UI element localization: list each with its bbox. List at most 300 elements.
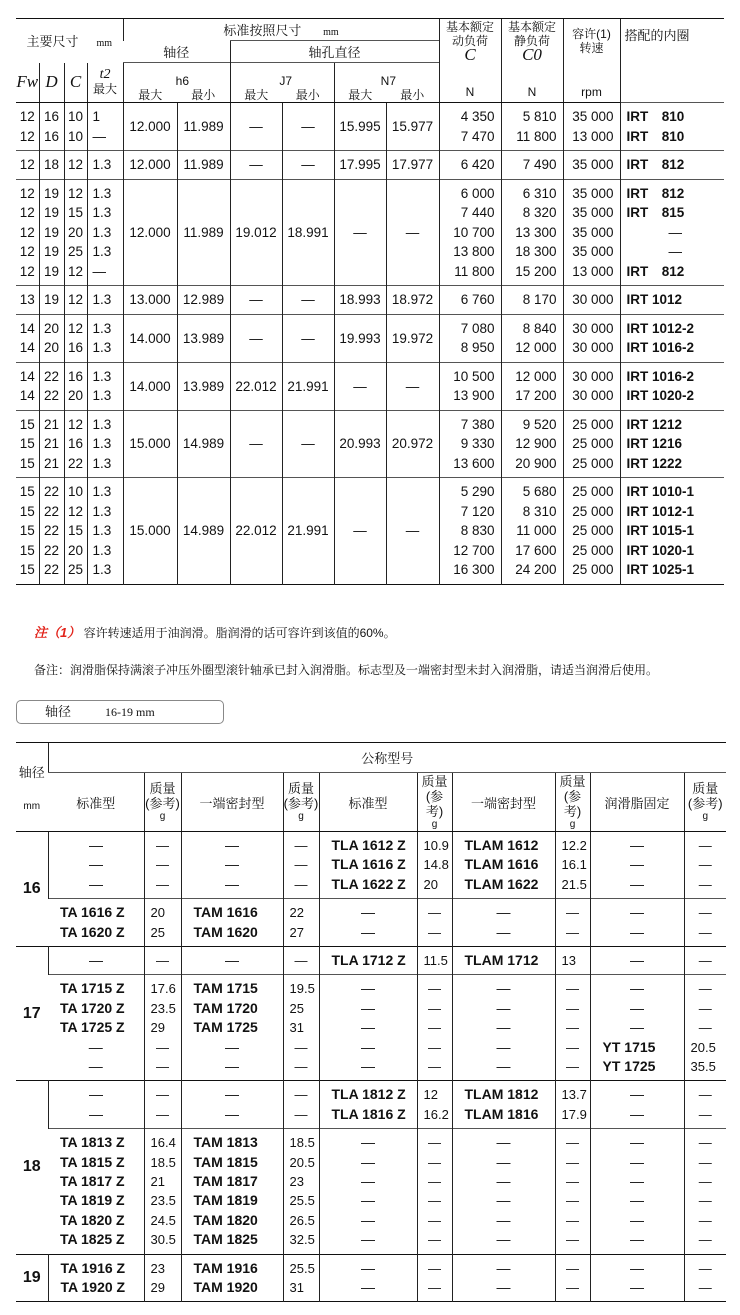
j7-min-header: 最小 <box>282 63 334 103</box>
mass-cell <box>555 1129 590 1254</box>
speed-header: 容许(1)转速 <box>563 19 620 63</box>
mass-cell <box>684 1254 726 1302</box>
inner-ring-cell-value: IRT 1222 <box>626 455 683 471</box>
inner-ring-cell <box>620 103 724 151</box>
mass-cell <box>684 975 726 1081</box>
mass-cell <box>684 946 726 974</box>
dyn-load-cell <box>439 314 501 362</box>
dyn-load-cell-value: 7 440 <box>460 205 495 220</box>
table-row <box>16 286 724 315</box>
speed-cell <box>563 151 620 180</box>
seal-model-cell-value: — <box>225 951 239 968</box>
mass-cell-value: — <box>566 1212 579 1228</box>
grease-model-cell-value: — <box>630 1231 644 1248</box>
inner-ring-cell-value: IRT 1216 <box>626 436 683 451</box>
mass-cell-value: 25.5 <box>289 1260 315 1276</box>
mass-cell <box>417 1129 452 1254</box>
mass-cell-value: — <box>294 857 308 873</box>
fw-cell-value: 15 <box>19 542 35 558</box>
seal-model-cell-value: TLAM 1712 <box>464 951 539 968</box>
mass-cell-value: — <box>428 1000 441 1016</box>
c-cell <box>64 410 87 478</box>
speed-cell-value: 25 000 <box>572 542 614 558</box>
seal-model-cell-value: — <box>496 1134 511 1151</box>
fw-cell-value: 15 <box>19 484 35 499</box>
main-dims-header: 主要尺寸 mm <box>16 19 123 63</box>
c-cell-value: 15 <box>67 523 84 538</box>
mass-cell <box>283 946 319 974</box>
fw-cell <box>16 179 39 286</box>
axis-cell: 18 <box>22 1158 41 1176</box>
bearing-dimensions-table <box>16 18 724 585</box>
mass-cell-value: 16.2 <box>423 1106 449 1122</box>
std-model-cell-value: — <box>361 1192 375 1209</box>
d-cell-value: 21 <box>43 455 60 471</box>
seal-model-cell-value: TAM 1916 <box>193 1259 258 1276</box>
t2-cell-value: 1.3 <box>92 320 112 336</box>
std-model-cell <box>48 832 144 899</box>
speed-cell-value: 35 000 <box>572 157 614 172</box>
seal-model-cell-value: TAM 1825 <box>193 1231 258 1248</box>
seal-model-cell <box>452 1081 555 1129</box>
mass-cell <box>283 975 319 1081</box>
mass-cell <box>144 832 181 899</box>
mass-cell-value: — <box>698 1154 712 1170</box>
d-cell-value: 21 <box>43 436 60 451</box>
h6-max-cell: 14.000 <box>123 314 177 362</box>
std-model-cell-value: TA 1817 Z <box>60 1172 125 1189</box>
seal-model-cell-value: TLAM 1616 <box>464 856 539 873</box>
mass-cell-value: 17.9 <box>561 1106 587 1122</box>
mass-cell-value: — <box>156 1106 169 1122</box>
speed-cell <box>563 410 620 478</box>
fw-header: Fw <box>16 63 39 103</box>
table-row <box>16 151 724 180</box>
seal-model-cell-value: — <box>496 904 511 921</box>
mass-cell <box>417 899 452 947</box>
inner-ring-cell-value: IRT 1010-1 <box>626 484 695 499</box>
std-model-cell <box>48 975 144 1081</box>
mass-cell-value: 31 <box>289 1279 304 1295</box>
std-model-cell-value: — <box>89 1105 103 1122</box>
speed-cell-value: 25 000 <box>572 503 614 519</box>
mass-cell <box>417 1254 452 1302</box>
grease-model-cell-value: — <box>630 1211 644 1228</box>
seal-model-cell <box>181 1129 283 1254</box>
inner-ring-cell <box>620 410 724 478</box>
fw-cell <box>16 478 39 585</box>
mass-cell <box>417 832 452 899</box>
n7-min-cell: — <box>386 362 439 410</box>
mass-cell-value: — <box>294 1106 308 1122</box>
mass-cell <box>144 1081 181 1129</box>
mass-cell-value: — <box>698 1106 712 1122</box>
fw-cell-value: 12 <box>19 157 35 172</box>
seal-model-cell-value: — <box>496 1172 511 1189</box>
mass-cell-value: 25 <box>289 1000 304 1016</box>
speed-unit: rpm <box>563 63 620 103</box>
seal-model-cell-value: — <box>496 1211 511 1228</box>
t2-cell-value: 1.3 <box>92 503 112 519</box>
speed-cell-value: 30 000 <box>572 292 614 307</box>
mass-cell-value: — <box>698 1087 712 1103</box>
h6-min-header: 最小 <box>177 63 230 103</box>
std-model-cell-value: TLA 1812 Z <box>331 1086 406 1103</box>
std-model-cell-value: — <box>89 836 103 853</box>
h6-min-cell: 13.989 <box>177 362 230 410</box>
c-cell-value: 12 <box>67 263 84 279</box>
table-row <box>16 103 724 151</box>
speed-cell-value: 25 000 <box>572 436 614 451</box>
mass-cell-value: 31 <box>289 1020 304 1036</box>
dyn-load-cell-value: 16 300 <box>453 562 495 577</box>
t2-cell-value: 1.3 <box>92 340 112 355</box>
speed-cell-value: 30 000 <box>572 340 614 355</box>
grease-remark: 备注：润滑脂保持满滚子冲压外圈型滚针轴承已封入润滑脂。标志型及一端密封型未封入润滑脂，请适当润滑后使用。 <box>34 663 659 677</box>
fw-cell-value: 12 <box>19 224 35 240</box>
t2-cell-value: 1.3 <box>92 523 112 538</box>
inner-ring-cell <box>620 151 724 180</box>
dyn-load-cell-value: 10 500 <box>453 368 495 384</box>
inner-ring-cell-value: IRT 812 <box>626 263 685 279</box>
mass-cell <box>417 1081 452 1129</box>
mass-cell <box>555 1081 590 1129</box>
mass-cell-value: — <box>428 1279 441 1295</box>
stat-load-cell-value: 20 900 <box>515 455 557 471</box>
inner-ring-cell-value: IRT 1016-2 <box>626 340 695 355</box>
mass-cell-value: 32.5 <box>289 1232 315 1248</box>
seal-model-cell-value: — <box>496 1038 511 1055</box>
speed-cell-value: 30 000 <box>572 388 614 403</box>
speed-cell-value: 13 000 <box>572 263 614 279</box>
fw-cell <box>16 151 39 180</box>
std-model-cell-value: TA 1819 Z <box>60 1192 125 1209</box>
mass-cell <box>283 1081 319 1129</box>
dyn-load-cell-value: 13 800 <box>453 244 495 259</box>
d-cell-value: 22 <box>43 562 60 577</box>
std-header-1: 标准型 <box>48 773 144 832</box>
t2-cell-value: 1.3 <box>92 416 112 432</box>
d-cell-value: 22 <box>43 388 60 403</box>
std-model-cell-value: TA 1916 Z <box>60 1259 126 1276</box>
table-row <box>16 975 726 1081</box>
mass-cell-value: — <box>156 876 169 892</box>
seal-model-cell-value: — <box>225 856 239 873</box>
inner-ring-cell-value: — <box>668 224 683 240</box>
d-header: D <box>39 63 64 103</box>
grease-model-cell-value: — <box>630 904 644 921</box>
mass-cell-value: — <box>698 1279 712 1295</box>
mass-cell-value: — <box>156 857 169 873</box>
dyn-load-cell-value: 13 900 <box>453 388 495 403</box>
c-cell-value: 12 <box>67 416 84 432</box>
c-cell <box>64 103 87 151</box>
fw-cell <box>16 410 39 478</box>
std-model-cell-value: — <box>361 1038 375 1055</box>
mass-cell-value: 24.5 <box>150 1212 176 1228</box>
std-model-cell-value: TLA 1622 Z <box>331 875 406 892</box>
std-model-cell <box>319 1081 417 1129</box>
dyn-load-cell-value: 7 470 <box>460 128 495 144</box>
mass-cell-value: — <box>428 905 441 921</box>
seal-model-cell <box>181 899 283 947</box>
dynamic-load-header: 基本额定动负荷 C <box>439 19 501 63</box>
grease-model-cell <box>590 975 684 1081</box>
inner-ring-cell <box>620 362 724 410</box>
mass-cell <box>555 832 590 899</box>
t2-cell-value: 1.3 <box>92 224 112 240</box>
stat-load-cell <box>501 314 563 362</box>
speed-cell-value: 35 000 <box>572 244 614 259</box>
std-model-cell-value: — <box>89 951 103 968</box>
inner-ring-cell-value: IRT 1025-1 <box>626 562 695 577</box>
c-cell-value: 16 <box>67 436 84 451</box>
mass-cell <box>144 946 181 974</box>
mass-header-3: 质量 (参考) g <box>417 773 452 832</box>
dyn-unit: N <box>439 63 501 103</box>
mass-cell-value: 23 <box>289 1173 304 1189</box>
fw-cell-value: 12 <box>19 205 35 220</box>
stat-load-cell-value: 18 300 <box>515 244 557 259</box>
mass-cell <box>144 899 181 947</box>
seal-model-cell <box>452 899 555 947</box>
grease-model-cell-value: YT 1725 <box>602 1057 656 1074</box>
mass-cell-value: — <box>428 1232 441 1248</box>
dyn-load-cell-value: 4 350 <box>460 109 495 124</box>
speed-cell <box>563 179 620 286</box>
h6-max-cell: 14.000 <box>123 362 177 410</box>
mass-cell-value: — <box>428 1039 441 1055</box>
fw-cell-value: 14 <box>19 368 35 384</box>
mass-cell-value: 26.5 <box>289 1212 315 1228</box>
mass-cell-value: 30.5 <box>150 1232 176 1248</box>
std-model-cell-value: — <box>88 1038 103 1055</box>
mass-cell-value: — <box>566 1279 579 1295</box>
speed-cell <box>563 362 620 410</box>
d-cell <box>39 286 64 315</box>
c-cell-value: 16 <box>67 340 84 355</box>
seal-model-cell-value: — <box>225 1086 239 1103</box>
j7-max-cell: — <box>230 314 282 362</box>
seal-model-cell-value: TAM 1817 <box>193 1172 258 1189</box>
std-model-cell-value: — <box>361 1134 375 1151</box>
dyn-load-cell <box>439 362 501 410</box>
n7-min-cell: 15.977 <box>386 103 439 151</box>
std-model-cell-value: TA 1715 Z <box>60 980 125 997</box>
mass-cell-value: — <box>294 837 308 853</box>
stat-load-cell-value: 8 170 <box>522 292 557 307</box>
seal-model-cell-value: TAM 1715 <box>193 980 258 997</box>
grease-model-cell-value: — <box>630 1019 644 1036</box>
c-cell <box>64 362 87 410</box>
inner-ring-cell-value: IRT 815 <box>626 205 685 220</box>
stat-load-cell-value: 5 680 <box>522 484 557 499</box>
t2-cell-value: — <box>92 128 106 144</box>
mass-cell-value: — <box>566 1000 579 1016</box>
mass-cell-value: 19.5 <box>289 981 315 997</box>
h6-min-cell: 13.989 <box>177 314 230 362</box>
mass-cell-value: — <box>698 876 712 892</box>
j7-max-cell: — <box>230 103 282 151</box>
d-cell-value: 19 <box>43 244 60 259</box>
std-model-cell-value: TA 1616 Z <box>60 904 125 921</box>
t2-cell-value: 1.3 <box>92 185 112 201</box>
std-dims-header: 标准按照尺寸 mm <box>123 19 439 41</box>
seal-model-cell-value: — <box>496 1278 511 1295</box>
mass-cell-value: — <box>294 876 308 892</box>
table-row <box>16 1081 726 1129</box>
mass-cell-value: — <box>698 1020 712 1036</box>
grease-model-cell <box>590 1254 684 1302</box>
grease-model-cell-value: — <box>630 836 644 853</box>
std-model-cell-value: — <box>361 1019 375 1036</box>
speed-cell-value: 35 000 <box>572 205 614 220</box>
axis-cell: 19 <box>22 1268 41 1286</box>
d-cell-value: 22 <box>43 368 60 384</box>
std-model-cell-value: — <box>361 1172 375 1189</box>
inner-ring-cell-value: IRT 1015-1 <box>626 523 695 538</box>
inner-ring-cell-value: IRT 810 <box>626 128 685 144</box>
c-cell-value: 16 <box>67 368 84 384</box>
n7-max-cell: — <box>334 478 386 585</box>
std-model-cell <box>319 1129 417 1254</box>
c-cell-value: 25 <box>67 244 84 259</box>
mass-cell <box>283 1254 319 1302</box>
mass-cell-value: 23 <box>150 1260 165 1276</box>
dyn-load-cell-value: 5 290 <box>460 484 495 499</box>
j7-max-cell: — <box>230 410 282 478</box>
fw-cell-value: 15 <box>19 523 35 538</box>
speed-cell-value: 25 000 <box>572 455 614 471</box>
mass-cell-value: — <box>698 1232 712 1248</box>
mass-cell-value: 13 <box>561 952 576 968</box>
speed-cell <box>563 314 620 362</box>
stat-load-cell-value: 8 310 <box>522 503 557 519</box>
mass-cell-value: 29 <box>150 1279 165 1295</box>
mass-cell-value: — <box>156 952 169 968</box>
t2-cell <box>87 286 123 315</box>
std-model-cell-value: TLA 1816 Z <box>331 1105 406 1122</box>
speed-cell-value: 25 000 <box>572 562 614 577</box>
inner-ring-cell-value: IRT 810 <box>626 109 685 124</box>
mass-cell-value: — <box>698 1000 712 1016</box>
t2-cell <box>87 478 123 585</box>
d-cell-value: 20 <box>43 320 60 336</box>
grease-model-cell-value: — <box>630 1105 644 1122</box>
stat-load-cell-value: 8 320 <box>522 205 557 220</box>
t2-cell-value: 1 <box>92 109 101 124</box>
mass-cell <box>144 975 181 1081</box>
mass-cell-value: 20.5 <box>690 1039 716 1055</box>
stat-load-cell-value: 11 000 <box>516 523 557 538</box>
mass-cell-value: 29 <box>150 1020 165 1036</box>
speed-cell-value: 35 000 <box>572 185 614 201</box>
grease-model-cell-value: — <box>630 923 644 940</box>
mass-cell-value: — <box>294 952 308 968</box>
speed-cell-value: 25 000 <box>572 416 614 432</box>
n7-min-header: 最小 <box>386 63 439 103</box>
h6-max-header: h6 最大 <box>123 63 177 103</box>
d-cell-value: 22 <box>43 503 60 519</box>
mass-cell-value: 35.5 <box>690 1058 716 1074</box>
mass-cell-value: — <box>428 1135 441 1151</box>
fw-cell-value: 15 <box>19 436 35 451</box>
mass-cell-value: — <box>428 924 441 940</box>
speed-cell-value: 35 000 <box>572 224 614 240</box>
table-row <box>16 478 724 585</box>
fw-cell-value: 14 <box>19 320 35 336</box>
speed-note: 注（1） 容许转速适用于油润滑。脂润滑的话可容许到该值的60%。 <box>34 625 396 640</box>
d-cell <box>39 103 64 151</box>
d-cell-value: 19 <box>43 292 60 307</box>
std-model-cell <box>319 899 417 947</box>
mass-cell-value: 14.8 <box>423 857 449 873</box>
stat-load-cell-value: 9 520 <box>522 416 557 432</box>
stat-load-cell-value: 7 490 <box>522 157 557 172</box>
inner-ring-cell <box>620 286 724 315</box>
c-cell-value: 15 <box>67 205 84 220</box>
fw-cell <box>16 362 39 410</box>
grease-model-cell <box>590 946 684 974</box>
d-cell <box>39 179 64 286</box>
fw-cell-value: 12 <box>19 263 35 279</box>
std-model-cell-value: — <box>361 904 375 921</box>
inner-ring-cell <box>620 179 724 286</box>
n7-min-cell: 20.972 <box>386 410 439 478</box>
fw-cell-value: 12 <box>19 109 35 124</box>
grease-model-cell-value: — <box>630 856 644 873</box>
d-cell <box>39 151 64 180</box>
seal-model-cell <box>181 1081 283 1129</box>
mass-cell-value: — <box>566 1232 579 1248</box>
dyn-load-cell-value: 13 600 <box>453 455 495 471</box>
stat-load-cell-value: 17 200 <box>515 388 557 403</box>
table-row <box>16 1254 726 1302</box>
stat-load-cell-value: 6 310 <box>522 185 557 201</box>
h6-max-cell: 12.000 <box>123 103 177 151</box>
j7-min-cell: — <box>282 286 334 315</box>
dyn-load-cell <box>439 410 501 478</box>
grease-model-cell-value: — <box>630 1172 644 1189</box>
fw-cell-value: 12 <box>19 128 35 144</box>
seal-model-cell-value: TAM 1819 <box>193 1192 258 1209</box>
mass-cell-value: — <box>428 1212 441 1228</box>
speed-cell <box>563 286 620 315</box>
mass-cell-value: 25 <box>150 924 165 940</box>
d-cell-value: 21 <box>43 416 60 432</box>
seal-model-cell-value: — <box>496 980 511 997</box>
std-model-cell <box>48 899 144 947</box>
mass-header-4: 质量 (参考) g <box>555 773 590 832</box>
h6-min-cell: 12.989 <box>177 286 230 315</box>
j7-min-cell: 21.991 <box>282 478 334 585</box>
std-model-cell-value: — <box>361 1057 375 1074</box>
nominal-header: 公称型号 <box>48 743 726 773</box>
std-model-cell <box>319 946 417 974</box>
t2-cell-value: 1.3 <box>92 157 112 172</box>
mass-cell <box>684 899 726 947</box>
mass-cell-value: — <box>566 1039 579 1055</box>
inner-ring-cell-value: IRT 1020-2 <box>626 388 695 403</box>
d-cell-value: 19 <box>43 185 60 201</box>
h6-max-cell: 12.000 <box>123 179 177 286</box>
c-cell <box>64 478 87 585</box>
mass-cell-value: — <box>698 837 712 853</box>
dyn-load-cell-value: 11 800 <box>454 263 495 279</box>
grease-model-cell-value: — <box>630 1259 644 1276</box>
std-model-cell-value: TA 1620 Z <box>60 923 125 940</box>
mass-cell-value: — <box>294 1058 308 1074</box>
